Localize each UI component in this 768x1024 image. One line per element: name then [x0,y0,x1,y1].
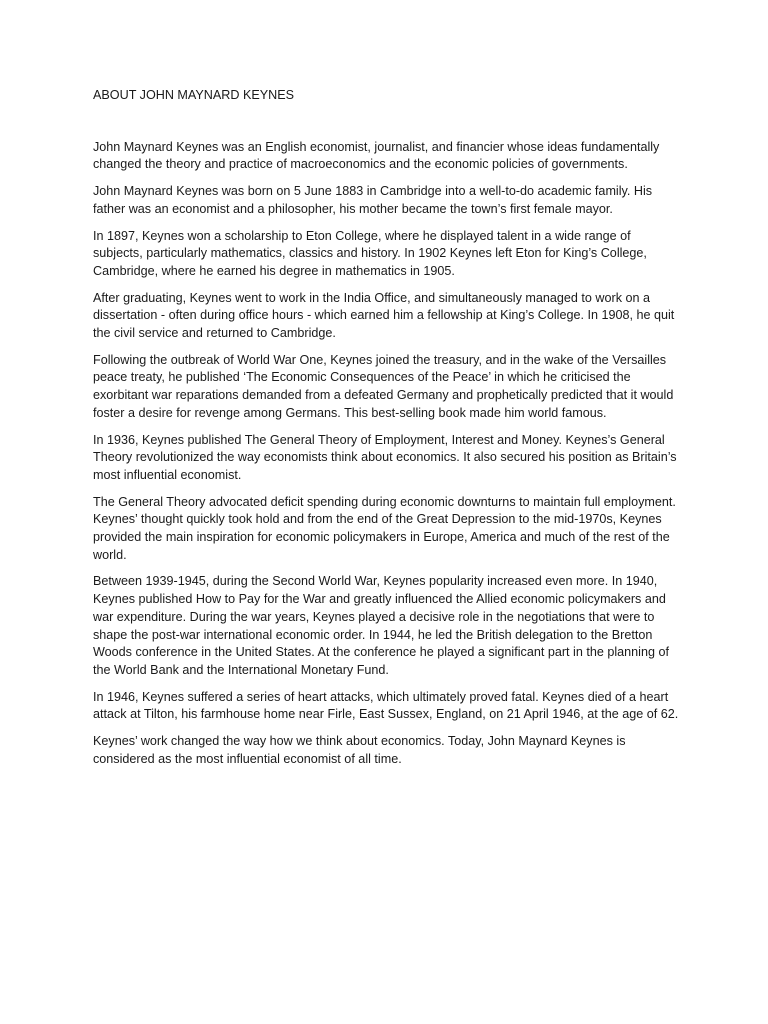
paragraph-world-war-one: Following the outbreak of World War One, Keynes joined the treasury, and in the wake of the Versailles peace treaty, he published ‘The Economic Consequences of the Peace’ in which he criticised the exorbitant war reparations demanded from a defeated Germany and prophetically predicted that it would foster a desire for revenge among Germans. This best-selling book made him world famous. [93,352,674,420]
paragraph-intro: John Maynard Keynes was an English economist, journalist, and financier whose ideas fundamentally changed the theory and practice of macroeconomics and the economic policies of governments. [93,139,660,172]
paragraph-india-office: After graduating, Keynes went to work in the India Office, and simultaneously managed to work on a dissertation - often during office hours - which earned him a fellowship at King’s College. In 1908, he quit the civil service and returned to Cambridge. [93,290,675,341]
document-body [93,87,683,778]
paragraph-world-war-two: Between 1939-1945, during the Second World War, Keynes popularity increased even more. In 1940, Keynes published How to Pay for the War and greatly influenced the Allied economic policymakers and war expenditure. During the war years, Keynes played a decisive role in the negotiations that were to shape the post-war international economic order. In 1944, he led the British delegation to the Bretton Woods conference in the United States. At the conference he played a significant part in the planning of the World Bank and the International Monetary Fund. [93,574,669,677]
paragraph-birth: John Maynard Keynes was born on 5 June 1883 in Cambridge into a well-to-do academic family. His father was an economist and a philosopher, his mother became the town’s first female mayor. [93,184,653,216]
paragraph-general-theory: In 1936, Keynes published The General Theory of Employment, Interest and Money. Keynes’s General Theory revolutionized the way economists think about economics. It also secured his position as Britain’s most influential economist. [93,432,677,482]
paragraph-death: In 1946, Keynes suffered a series of heart attacks, which ultimately proved fatal. Keynes died of a heart attack at Tilton, his farmhouse home near Firle, East Sussex, England, on 21 April 1946, at the age of 62. [93,689,679,722]
paragraph-education: In 1897, Keynes won a scholarship to Eton College, where he displayed talent in a wide range of subjects, particularly mathematics, classics and history. In 1902 Keynes left Eton for King’s College, Cambridge, where he earned his degree in mathematics in 1905. [93,228,647,278]
document-title: ABOUT JOHN MAYNARD KEYNES [93,88,295,102]
paragraph-deficit-spending: The General Theory advocated deficit spending during economic downturns to maintain full employment. Keynes’ thought quickly took hold and from the end of the Great Depression to the mid-1970s, Keynes provided the main inspiration for economic policymakers in Europe, America and much of the rest of the world. [93,494,676,562]
paragraph-legacy: Keynes’ work changed the way how we think about economics. Today, John Maynard Keynes is considered as the most influential economist of all time. [93,734,626,766]
